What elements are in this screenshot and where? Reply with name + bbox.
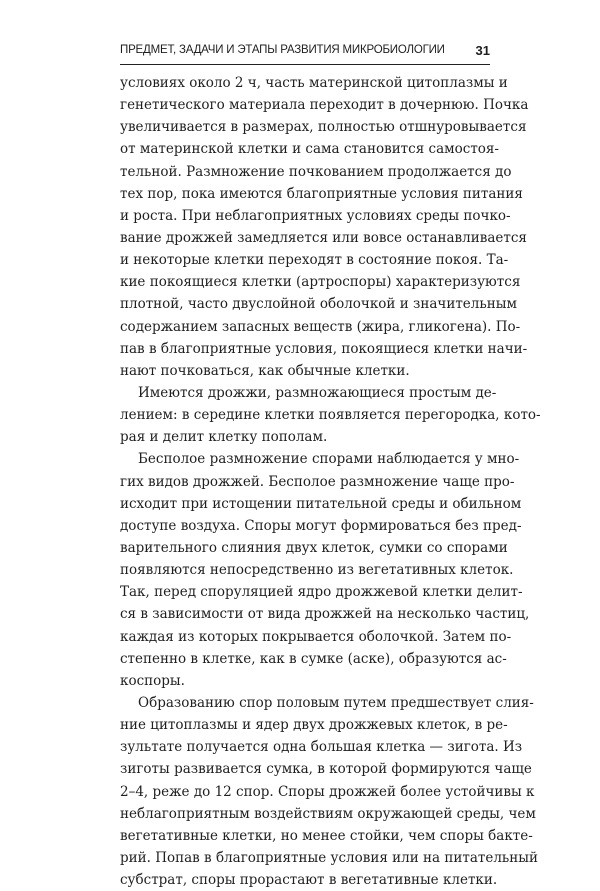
text-line: нают почковаться, как обычные клетки.: [120, 362, 410, 379]
text-line: варительного слияния двух клеток, сумки со спорами: [120, 539, 508, 556]
text-line: ся в зависимости от вида дрожжей на несколько частиц,: [120, 606, 530, 623]
header-divider: [120, 64, 490, 65]
text-line: вание дрожжей замедляется или вовсе останавливается: [120, 229, 527, 246]
text-line: вегетативные клетки, но менее стойки, чем споры бакте-: [120, 827, 533, 844]
text-line: каждая из которых покрывается оболочкой. Затем по-: [120, 628, 512, 645]
paragraph: [120, 72, 529, 382]
text-line: тельной. Размножение почкованием продолжается до: [120, 163, 512, 180]
text-line: ние цитоплазмы и ядер двух дрожжевых клеток, в ре-: [120, 717, 508, 734]
text-line: плотной, часто двуслойной оболочкой и значительным: [120, 296, 517, 313]
text-line: и некоторые клетки переходят в состояние покоя. Та-: [120, 252, 509, 269]
text-line: 2–4, реже до 12 спор. Споры дрожжей более устойчивы к: [120, 783, 535, 800]
text-line: рая и делит клетку пополам.: [120, 429, 328, 446]
text-line: лением: в середине клетки появляется перегородка, кото-: [120, 407, 541, 424]
text-line: рий. Попав в благоприятные условия или на питательный: [120, 849, 538, 866]
text-line: пав в благоприятные условия, покоящиеся клетки начи-: [120, 340, 528, 357]
text-line: кие покоящиеся клетки (артроспоры) характеризуются: [120, 274, 521, 291]
text-line: коспоры.: [120, 672, 185, 689]
text-line: условиях около 2 ч, часть материнской цитоплазмы и: [120, 75, 508, 91]
text-line: доступе воздуха. Споры могут формироваться без пред-: [120, 517, 522, 534]
body-text: [120, 72, 541, 891]
text-line: Образованию спор половым путем предшествует слия-: [138, 694, 534, 711]
text-line: зультате получается одна большая клетка — зигота. Из: [120, 739, 523, 756]
text-line: гих видов дрожжей. Бесполое размножение чаще про-: [120, 473, 515, 490]
text-line: тех пор, пока имеются благоприятные условия питания: [120, 185, 523, 202]
text-line: Бесполое размножение спорами наблюдается у мно-: [138, 451, 520, 468]
text-line: исходит при истощении питательной среды и обильном: [120, 495, 522, 512]
text-line: генетического материала переходит в дочернюю. Почка: [120, 97, 529, 114]
text-line: появляются непосредственно из вегетативных клеток.: [120, 562, 514, 579]
text-line: от материнской клетки и сама становится самостоя-: [120, 141, 499, 158]
paragraph: [120, 692, 538, 891]
page-number: 31: [475, 43, 490, 58]
text-line: степенно в клетке, как в сумке (аске), образуются ас-: [120, 650, 507, 667]
running-header-title: ПРЕДМЕТ, ЗАДАЧИ И ЭТАПЫ РАЗВИТИЯ МИКРОБИОЛОГИИ: [120, 44, 445, 56]
text-line: неблагоприятным воздействиям окружающей среды, чем: [120, 805, 536, 822]
text-line: субстрат, споры прорастают в вегетативные клетки.: [120, 872, 498, 889]
paragraph: [120, 448, 530, 692]
text-line: Имеются дрожжи, размножающиеся простым де-: [138, 384, 497, 401]
text-line: увеличивается в размерах, полностью отшнуровывается: [120, 119, 527, 136]
text-line: содержанием запасных веществ (жира, гликогена). По-: [120, 318, 521, 335]
text-line: и роста. При неблагоприятных условиях среды почко-: [120, 207, 511, 224]
running-header: [120, 44, 490, 64]
text-line: зиготы развивается сумка, в которой формируются чаще: [120, 761, 532, 778]
text-line: Так, перед споруляцией ядро дрожжевой клетки делит-: [120, 584, 523, 601]
paragraph: [120, 382, 541, 448]
